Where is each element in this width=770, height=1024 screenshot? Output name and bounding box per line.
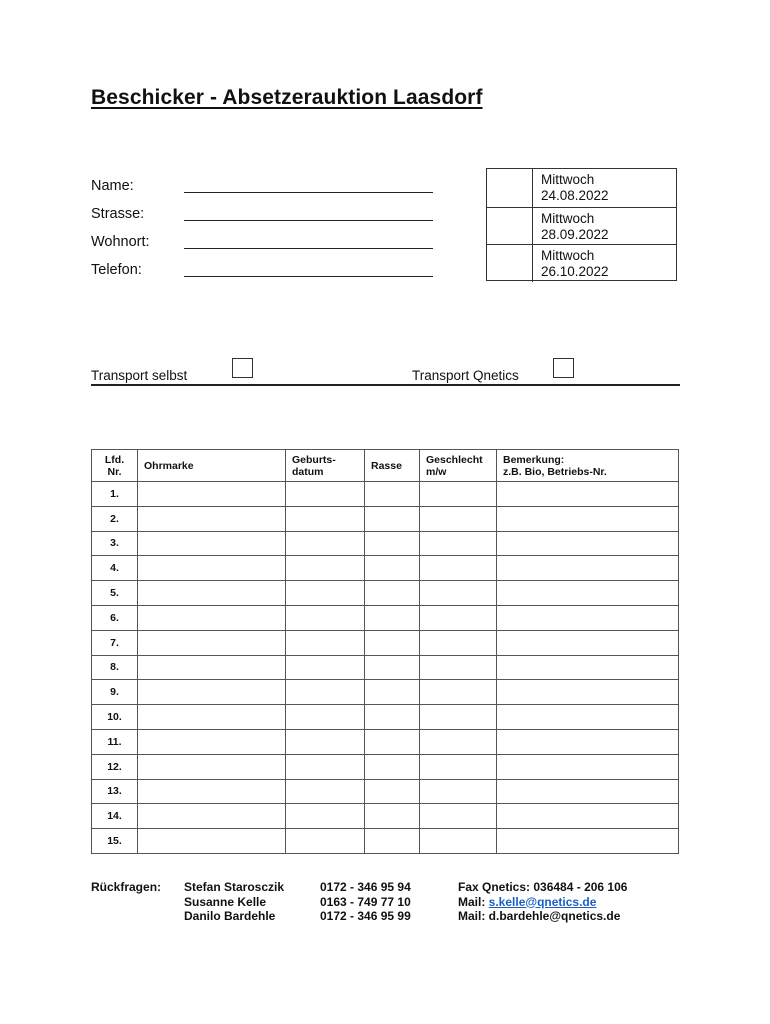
transport-divider [91, 384, 680, 386]
geburtsdatum-cell[interactable] [286, 779, 365, 804]
table-row [92, 804, 679, 829]
contact-name: Susanne Kelle [184, 894, 267, 909]
geschlecht-cell[interactable] [420, 705, 497, 730]
wohnort-line[interactable] [184, 248, 433, 249]
geburtsdatum-cell[interactable] [286, 655, 365, 680]
transport-self-checkbox[interactable] [232, 358, 253, 378]
ohrmarke-cell[interactable] [138, 680, 286, 705]
mail-prefix: Mail: [458, 894, 489, 909]
mail-bardehle: Mail: d.bardehle@qnetics.de [458, 909, 621, 923]
geschlecht-cell[interactable] [420, 482, 497, 507]
geschlecht-cell[interactable] [420, 630, 497, 655]
bemerkung-cell[interactable] [497, 804, 679, 829]
row-number: 6. [92, 605, 138, 630]
strasse-label: Strasse: [91, 206, 145, 222]
geburtsdatum-cell[interactable] [286, 605, 365, 630]
table-row [92, 482, 679, 507]
rasse-cell[interactable] [365, 655, 420, 680]
header-lfd-nr: Lfd. Nr. [92, 450, 138, 482]
row-number: 7. [92, 630, 138, 655]
ohrmarke-cell[interactable] [138, 779, 286, 804]
table-row [92, 556, 679, 581]
auction-dates-box [486, 168, 677, 281]
ohrmarke-cell[interactable] [138, 556, 286, 581]
date-day: Mittwoch [541, 210, 595, 226]
table-row [92, 531, 679, 556]
row-number: 13. [92, 779, 138, 804]
geburtsdatum-cell[interactable] [286, 804, 365, 829]
rasse-cell[interactable] [365, 729, 420, 754]
table-row [92, 605, 679, 630]
geschlecht-cell[interactable] [420, 581, 497, 606]
bemerkung-cell[interactable] [497, 605, 679, 630]
geburtsdatum-cell[interactable] [286, 754, 365, 779]
bemerkung-cell[interactable] [497, 655, 679, 680]
ohrmarke-cell[interactable] [138, 581, 286, 606]
ohrmarke-cell[interactable] [138, 829, 286, 854]
date-option [487, 244, 676, 282]
name-line[interactable] [184, 192, 433, 193]
row-number: 15. [92, 829, 138, 854]
header-geschlecht: Geschlecht m/w [420, 450, 497, 482]
ohrmarke-cell[interactable] [138, 804, 286, 829]
ohrmarke-cell[interactable] [138, 729, 286, 754]
date-option [487, 169, 676, 207]
date-checkbox[interactable] [487, 208, 533, 245]
table-row [92, 506, 679, 531]
mail-link-kelle[interactable]: s.kelle@qnetics.de [488, 894, 597, 909]
rasse-cell[interactable] [365, 829, 420, 854]
row-number: 10. [92, 705, 138, 730]
contact-name: Danilo Bardehle [184, 909, 276, 923]
row-number: 9. [92, 680, 138, 705]
row-number: 8. [92, 655, 138, 680]
telefon-label: Telefon: [91, 262, 142, 278]
bemerkung-cell[interactable] [497, 630, 679, 655]
rasse-cell[interactable] [365, 779, 420, 804]
row-number: 11. [92, 729, 138, 754]
header-bemerkung: Bemerkung: z.B. Bio, Betriebs-Nr. [497, 450, 679, 482]
date-day: Mittwoch [541, 248, 595, 264]
name-label: Name: [91, 178, 134, 194]
table-row [92, 581, 679, 606]
row-number: 4. [92, 556, 138, 581]
contact-phone: 0172 - 346 95 94 [320, 880, 411, 894]
ohrmarke-cell[interactable] [138, 754, 286, 779]
row-number: 5. [92, 581, 138, 606]
animal-table [91, 449, 679, 854]
bemerkung-cell[interactable] [497, 829, 679, 854]
bemerkung-cell[interactable] [497, 482, 679, 507]
table-row [92, 729, 679, 754]
rasse-cell[interactable] [365, 705, 420, 730]
transport-qnetics-label: Transport Qnetics [412, 368, 519, 383]
rasse-cell[interactable] [365, 482, 420, 507]
ohrmarke-cell[interactable] [138, 605, 286, 630]
table-row [92, 630, 679, 655]
rasse-cell[interactable] [365, 605, 420, 630]
geburtsdatum-cell[interactable] [286, 729, 365, 754]
rasse-cell[interactable] [365, 556, 420, 581]
transport-qnetics-checkbox[interactable] [553, 358, 574, 378]
date-checkbox[interactable] [487, 169, 533, 207]
row-number: 3. [92, 531, 138, 556]
fax-number: Fax Qnetics: 036484 - 206 106 [458, 880, 628, 894]
geschlecht-cell[interactable] [420, 506, 497, 531]
wohnort-label: Wohnort: [91, 234, 150, 250]
table-row [92, 655, 679, 680]
rasse-cell[interactable] [365, 506, 420, 531]
date-value: 26.10.2022 [541, 264, 609, 280]
strasse-line[interactable] [184, 220, 433, 221]
footer-qnetics-contact [458, 880, 627, 924]
ohrmarke-cell[interactable] [138, 482, 286, 507]
geburtsdatum-cell[interactable] [286, 829, 365, 854]
header-rasse: Rasse [365, 450, 420, 482]
date-option [487, 207, 676, 245]
table-row [92, 754, 679, 779]
rasse-cell[interactable] [365, 630, 420, 655]
telefon-line[interactable] [184, 276, 433, 277]
rasse-cell[interactable] [365, 680, 420, 705]
geburtsdatum-cell[interactable] [286, 680, 365, 705]
bemerkung-cell[interactable] [497, 705, 679, 730]
geburtsdatum-cell[interactable] [286, 482, 365, 507]
ohrmarke-cell[interactable] [138, 705, 286, 730]
geburtsdatum-cell[interactable] [286, 556, 365, 581]
date-value: 24.08.2022 [541, 188, 609, 203]
footer-contact-names [184, 880, 284, 924]
row-number: 2. [92, 506, 138, 531]
bemerkung-cell[interactable] [497, 680, 679, 705]
footer-contact-phones [320, 880, 411, 924]
ohrmarke-cell[interactable] [138, 506, 286, 531]
ohrmarke-cell[interactable] [138, 531, 286, 556]
geschlecht-cell[interactable] [420, 754, 497, 779]
geschlecht-cell[interactable] [420, 829, 497, 854]
table-row [92, 779, 679, 804]
geburtsdatum-cell[interactable] [286, 506, 365, 531]
geburtsdatum-cell[interactable] [286, 581, 365, 606]
geburtsdatum-cell[interactable] [286, 630, 365, 655]
contact-phone: 0172 - 346 95 99 [320, 909, 411, 923]
rasse-cell[interactable] [365, 581, 420, 606]
header-geburtsdatum: Geburts- datum [286, 450, 365, 482]
ohrmarke-cell[interactable] [138, 630, 286, 655]
ohrmarke-cell[interactable] [138, 655, 286, 680]
geburtsdatum-cell[interactable] [286, 705, 365, 730]
geschlecht-cell[interactable] [420, 605, 497, 630]
bemerkung-cell[interactable] [497, 506, 679, 531]
contact-name: Stefan Starosczik [184, 880, 285, 894]
page-title: Beschicker - Absetzerauktion Laasdorf [91, 86, 483, 109]
row-number: 12. [92, 754, 138, 779]
contact-phone: 0163 - 749 77 10 [320, 894, 411, 909]
bemerkung-cell[interactable] [497, 581, 679, 606]
header-ohrmarke: Ohrmarke [138, 450, 286, 482]
table-row [92, 829, 679, 854]
geschlecht-cell[interactable] [420, 680, 497, 705]
geschlecht-cell[interactable] [420, 655, 497, 680]
rasse-cell[interactable] [365, 531, 420, 556]
date-day: Mittwoch [541, 172, 595, 187]
geschlecht-cell[interactable] [420, 556, 497, 581]
bemerkung-cell[interactable] [497, 556, 679, 581]
bemerkung-cell[interactable] [497, 779, 679, 804]
geburtsdatum-cell[interactable] [286, 531, 365, 556]
table-row [92, 680, 679, 705]
date-checkbox[interactable] [487, 245, 533, 282]
geschlecht-cell[interactable] [420, 531, 497, 556]
rasse-cell[interactable] [365, 804, 420, 829]
rasse-cell[interactable] [365, 754, 420, 779]
row-number: 1. [92, 482, 138, 507]
date-value: 28.09.2022 [541, 226, 609, 242]
bemerkung-cell[interactable] [497, 754, 679, 779]
geschlecht-cell[interactable] [420, 729, 497, 754]
table-row [92, 705, 679, 730]
row-number: 14. [92, 804, 138, 829]
transport-self-label: Transport selbst [91, 368, 188, 383]
footer-label: Rückfragen: [91, 880, 162, 894]
bemerkung-cell[interactable] [497, 729, 679, 754]
table-header-row [92, 450, 679, 482]
geschlecht-cell[interactable] [420, 779, 497, 804]
bemerkung-cell[interactable] [497, 531, 679, 556]
geschlecht-cell[interactable] [420, 804, 497, 829]
